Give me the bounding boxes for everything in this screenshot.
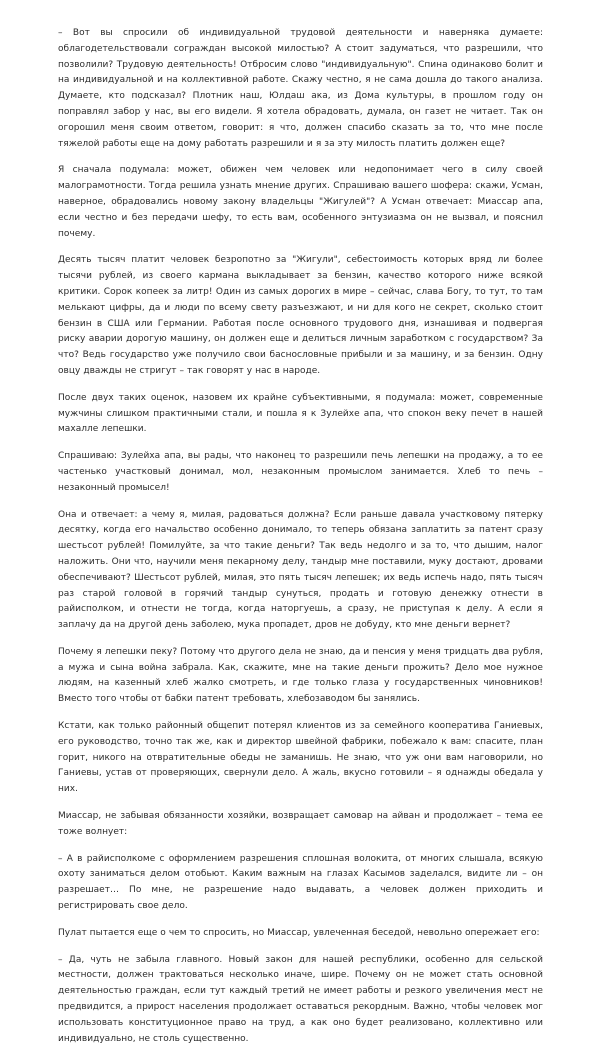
paragraph-10: – А в райисполкоме с оформлением разрешения сплошная волокита, от многих слышала, всякую охоту заниматься делом отобьют. Каким важным на глазах Касымов заделался, видите ли – он разрешает… По мне, не разрешение надо выдавать, а человек должен приходить и регистрировать свое дело. [58,853,543,912]
paragraph-9: Миассар, не забывая обязанности хозяйки, возвращает самовар на айван и продолжает – тема ее тоже волнует: [58,811,543,837]
paragraph-12: – Да, чуть не забыла главного. Новый закон для нашей республики, особенно для сельской местности, должен трактоваться несколько иначе, шире. Почему он не может стать основной деятельностью граждан, если тут каждый третий не имеет работы и резкого увеличения мест не предвидится, а прирост населения продолжает оставаться рекордным. Важно, чтобы человек мог использовать конституционное право на труд, а как оно будет реализовано, коллективно или индивидуально, не столь существенно. [58,954,543,1044]
paragraph-11: Пулат пытается еще о чем то спросить, но Миассар, увлеченная беседой, невольно опережает его: [58,927,540,938]
paragraph-2: Я сначала подумала: может, обижен чем человек или недопонимает чего в силу своей малограмотности. Тогда решила узнать мнение других. Спрашиваю вашего шофера: скажи, Усман, наверное, обрадовались новому закону владельцы "Жигулей"? А Усман отвечает: Миассар апа, если честно и без передачи шефу, то есть вам, особенного энтузиазма он не вызвал, и пояснил почему. [58,165,543,239]
document-text-body [58,26,543,1047]
paragraph-7: Почему я лепешки пеку? Потому что другого дела не знаю, да и пенсия у меня тридцать два рубля, а мужа и сына война забрала. Как, скажите, мне на такие деньги прожить? Дело мое нужное людям, на казенный хлеб жалко смотреть, и где только глаза у государственных чиновников! Вместо того чтобы от бабки патент требовать, хлебозаводом бы занялись. [58,646,543,705]
paragraph-4: После двух таких оценок, назовем их крайне субъективными, я подумала: может, современные мужчины слишком практичными стали, и пошла я к Зулейхе апа, что спокон веку печет в нашей махалле лепешки. [58,392,543,435]
paragraph-3: Десять тысяч платит человек безропотно за "Жигули", себестоимость которых вряд ли более тысячи рублей, из своего кармана выкладывает за бензин, качество которого ниже всякой критики. Сорок копеек за литр! Один из самых дорогих в мире – сейчас, слава Богу, то тут, то там мелькают цифры, да и люди по всему свету разъезжают, и ни для кого не секрет, сколько стоит бензин в США или Германии. Работая после основного трудового дня, изнашивая и подвергая риску аварии дорогую машину, он должен еще и делиться личным заработком с государством? За что? Ведь государство уже получило свои баснословные прибыли и за машину, и за бензин. Одну овцу дважды не стригут – так говорят у нас в народе. [58,255,543,376]
paragraph-1: – Вот вы спросили об индивидуальной трудовой деятельности и наверняка думаете: облагодетельствовали сограждан высокой милостью? А стоит задуматься, что разрешили, что позволили? Трудовую деятельность! Отбросим слово "индивидуальную". Спина одинаково болит и на индивидуальной и на коллективной работе. Скажу честно, я не сама дошла до такого анализа. Думаете, кто подсказал? Плотник наш, Юлдаш ака, из Дома культуры, в прошлом году он поправлял забор у нас, вы его видели. Я хотела обрадовать, думала, он газет не читает. Так он огорошил меня своим ответом, говорит: я что, должен спасибо сказать за то, что мне после тяжелой работы еще на дому работать разрешили и я за эту милость платить должен еще? [58,28,543,149]
paragraph-8: Кстати, как только районный общепит потерял клиентов из за семейного кооператива Ганиевых, его руководство, точно так же, как и директор швейной фабрики, побежало к вам: спасите, план горит, никого на отвратительные обеды не заманишь. Не знаю, что уж они вам наговорили, но Ганиевы, устав от проверяющих, свернули дело. А жаль, вкусно готовили – я однажды обедала у них. [58,721,543,795]
paragraph-6: Она и отвечает: а чему я, милая, радоваться должна? Если раньше давала участковому пятерку десятку, когда его начальство особенно донимало, то теперь обязана заплатить за патент сразу шестьсот рублей! Помилуйте, за что такие деньги? Так ведь недолго и за то, что дышим, налог наложить. Они что, научили меня пекарному делу, тандыр мне поставили, муку достают, дровами обеспечивают? Шестьсот рублей, милая, это пять тысяч лепешек; их ведь испечь надо, пять тысяч раз старой головой в горячий тандыр сунуться, продать и готовую денежку отнести в райисполком, и отнести не тогда, когда наторгуешь, а сразу, не приступая к делу. А если я заплачу да на другой день заболею, мука пропадет, дров не добуду, кто мне деньги вернет? [58,509,543,631]
paragraph-5: Спрашиваю: Зулейха апа, вы рады, что наконец то разрешили печь лепешки на продажу, а то ее частенько участковый донимал, мол, незаконным промыслом занимается. Хлеб то печь – незаконный промысел! [58,451,543,493]
